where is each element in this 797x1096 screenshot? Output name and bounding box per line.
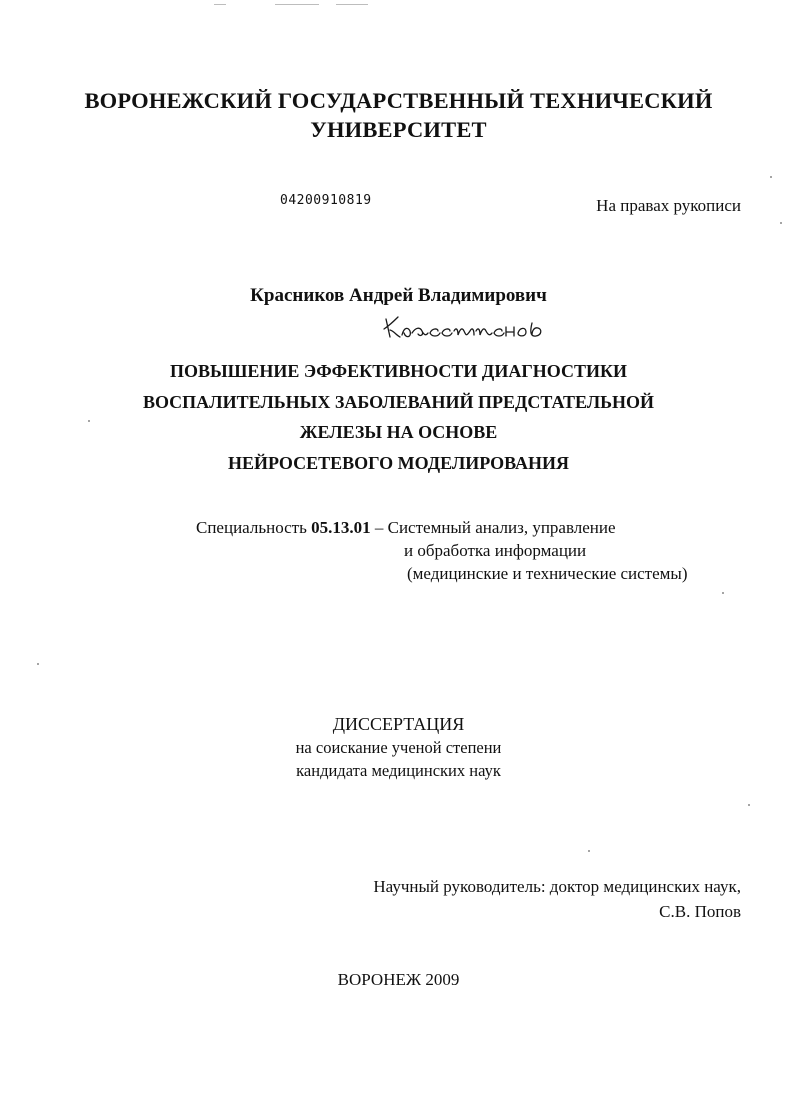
city-year: ВОРОНЕЖ 2009 — [337, 970, 460, 989]
specialty-name: – Системный анализ, управление — [374, 518, 616, 537]
scan-speck — [780, 222, 782, 224]
manuscript-note: На правах рукописи — [596, 196, 741, 215]
title-line: НЕЙРОСЕТЕВОГО МОДЕЛИРОВАНИЯ — [227, 452, 570, 473]
title-line: ЖЕЛЕЗЫ НА ОСНОВЕ — [299, 422, 498, 442]
specialty-line-3: (медицинские и технические системы) — [407, 564, 688, 583]
degree-line-2: кандидата медицинских наук — [296, 761, 501, 780]
scan-artifact — [214, 4, 226, 5]
dissertation-block — [0, 712, 797, 782]
university-line-2: УНИВЕРСИТЕТ — [310, 117, 487, 142]
advisor-block — [373, 874, 741, 924]
dissertation-title — [0, 356, 797, 478]
scan-speck — [37, 663, 39, 665]
title-line: ВОСПАЛИТЕЛЬНЫХ ЗАБОЛЕВАНИЙ ПРЕДСТАТЕЛЬНОЙ — [142, 391, 655, 412]
advisor-name: С.В. Попов — [659, 902, 741, 921]
title-line: ПОВЫШЕНИЕ ЭФФЕКТИВНОСТИ ДИАГНОСТИКИ — [169, 361, 628, 381]
specialty-line-2: и обработка информации — [404, 541, 587, 560]
university-name — [0, 86, 797, 144]
university-line-1: ВОРОНЕЖСКИЙ ГОСУДАРСТВЕННЫЙ ТЕХНИЧЕСКИЙ — [84, 88, 713, 113]
degree-line-1: на соискание ученой степени — [295, 738, 502, 757]
specialty-line-1 — [196, 516, 688, 539]
scan-speck — [770, 176, 772, 178]
specialty-code: 05.13.01 — [311, 518, 371, 537]
author-signature — [380, 309, 580, 348]
scan-artifact — [336, 4, 368, 5]
catalog-code: 04200910819 — [280, 193, 372, 208]
dissertation-heading: ДИССЕРТАЦИЯ — [332, 714, 465, 734]
author-name: Красников Андрей Владимирович — [250, 285, 547, 306]
scan-speck — [588, 850, 590, 852]
specialty-label: Специальность — [196, 518, 307, 537]
scan-speck — [722, 592, 724, 594]
scan-speck — [748, 804, 750, 806]
specialty-block — [196, 516, 688, 585]
advisor-title: Научный руководитель: доктор медицинских наук, — [373, 877, 741, 896]
scan-artifact — [275, 4, 319, 5]
signature-image — [380, 309, 580, 343]
